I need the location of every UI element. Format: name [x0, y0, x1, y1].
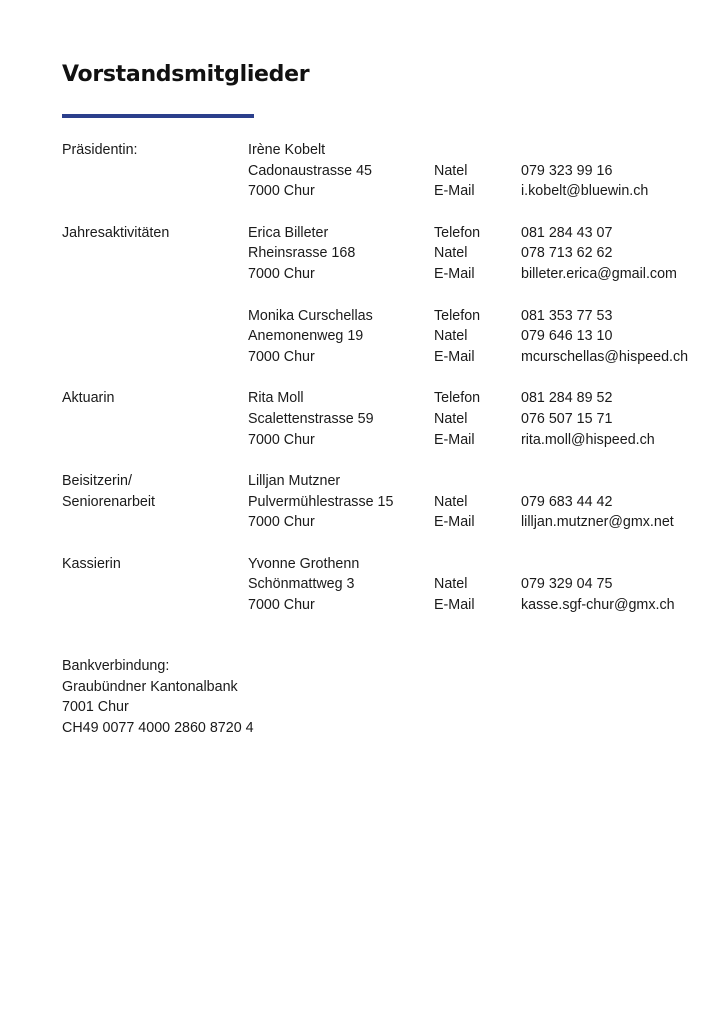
page-title: Vorstandsmitglieder: [62, 62, 310, 87]
member-line: [62, 554, 712, 575]
member-line: [62, 264, 712, 285]
board-section: [62, 554, 712, 616]
member-line: [62, 243, 712, 264]
role-label: Kassierin: [62, 555, 121, 572]
member-line: [62, 492, 712, 513]
role-label: Beisitzerin/: [62, 473, 132, 489]
contact-phone: 076 507 15 71: [521, 410, 613, 427]
member-city: 7000 Chur: [248, 266, 315, 283]
bank-iban: CH49 0077 4000 2860 8720 4: [62, 720, 254, 737]
board-section: [62, 388, 712, 450]
contact-email: billeter.erica@gmail.com: [521, 266, 677, 283]
member-name: Rita Moll: [248, 390, 304, 407]
member-name: Irène Kobelt: [248, 142, 326, 158]
contact-email: i.kobelt@bluewin.ch: [521, 183, 649, 200]
contact-type: Natel: [434, 576, 468, 593]
board-section: [62, 140, 712, 202]
member-name: Erica Billeter: [248, 224, 329, 241]
member-street: Schönmattweg 3: [248, 576, 355, 593]
spacer: [62, 533, 712, 554]
role-label: Jahresaktivitäten: [62, 224, 170, 241]
contact-type: E-Mail: [434, 597, 475, 614]
role-label: Präsidentin:: [62, 142, 138, 158]
contact-type: Natel: [434, 162, 468, 179]
contact-phone: 078 713 62 62: [521, 245, 613, 262]
bank-heading: Bankverbindung:: [62, 658, 170, 674]
contact-phone: 081 284 89 52: [521, 390, 613, 407]
member-line: [62, 223, 712, 244]
contact-phone: 079 646 13 10: [521, 328, 613, 345]
contact-email: mcurschellas@hispeed.ch: [521, 348, 689, 365]
spacer: [62, 368, 712, 389]
contact-type: E-Mail: [434, 514, 475, 531]
member-street: Cadonaustrasse 45: [248, 162, 372, 179]
member-name: Lilljan Mutzner: [248, 473, 341, 489]
board-members-list: [62, 140, 712, 616]
member-name: Monika Curschellas: [248, 307, 373, 324]
member-street: Anemonenweg 19: [248, 328, 364, 345]
contact-phone: 079 683 44 42: [521, 493, 613, 510]
member-line: [62, 512, 712, 533]
member-city: 7000 Chur: [248, 183, 315, 200]
contact-email: rita.moll@hispeed.ch: [521, 431, 655, 448]
role-label: Seniorenarbeit: [62, 493, 155, 510]
member-line: [62, 388, 712, 409]
spacer: [62, 450, 712, 471]
contact-phone: 081 353 77 53: [521, 307, 613, 324]
contact-phone: 079 323 99 16: [521, 162, 613, 179]
contact-type: Natel: [434, 493, 468, 510]
contact-type: Natel: [434, 245, 468, 262]
member-city: 7000 Chur: [248, 348, 315, 365]
role-label: Aktuarin: [62, 390, 115, 407]
contact-type: Telefon: [434, 307, 481, 324]
member-line: [62, 181, 712, 202]
board-section: [62, 223, 712, 368]
title-underline: [62, 114, 254, 118]
member-line: [62, 161, 712, 182]
contact-type: Natel: [434, 328, 468, 345]
contact-type: E-Mail: [434, 183, 475, 200]
member-name: Yvonne Grothenn: [248, 555, 360, 572]
member-line: [62, 326, 712, 347]
member-line: [62, 471, 712, 492]
bank-name: Graubündner Kantonalbank: [62, 678, 238, 695]
contact-email: kasse.sgf-chur@gmx.ch: [521, 597, 675, 614]
contact-type: E-Mail: [434, 431, 475, 448]
member-city: 7000 Chur: [248, 597, 315, 614]
contact-phone: 079 329 04 75: [521, 576, 613, 593]
spacer: [62, 202, 712, 223]
member-street: Rheinsrasse 168: [248, 245, 356, 262]
contact-type: E-Mail: [434, 266, 475, 283]
contact-type: Telefon: [434, 390, 481, 407]
bank-city: 7001 Chur: [62, 699, 129, 716]
member-line: [62, 595, 712, 616]
member-line: [62, 430, 712, 451]
member-line: [62, 574, 712, 595]
member-line: [62, 409, 712, 430]
member-city: 7000 Chur: [248, 514, 315, 531]
spacer: [62, 285, 712, 306]
member-city: 7000 Chur: [248, 431, 315, 448]
board-section: [62, 471, 712, 533]
member-line: [62, 140, 712, 161]
contact-phone: 081 284 43 07: [521, 224, 613, 241]
bank-details: [62, 656, 254, 739]
member-line: [62, 347, 712, 368]
member-street: Scalettenstrasse 59: [248, 410, 374, 427]
member-line: [62, 306, 712, 327]
contact-type: Natel: [434, 410, 468, 427]
contact-type: Telefon: [434, 224, 481, 241]
contact-email: lilljan.mutzner@gmx.net: [521, 514, 674, 531]
member-street: Pulvermühlestrasse 15: [248, 493, 394, 510]
contact-type: E-Mail: [434, 348, 475, 365]
